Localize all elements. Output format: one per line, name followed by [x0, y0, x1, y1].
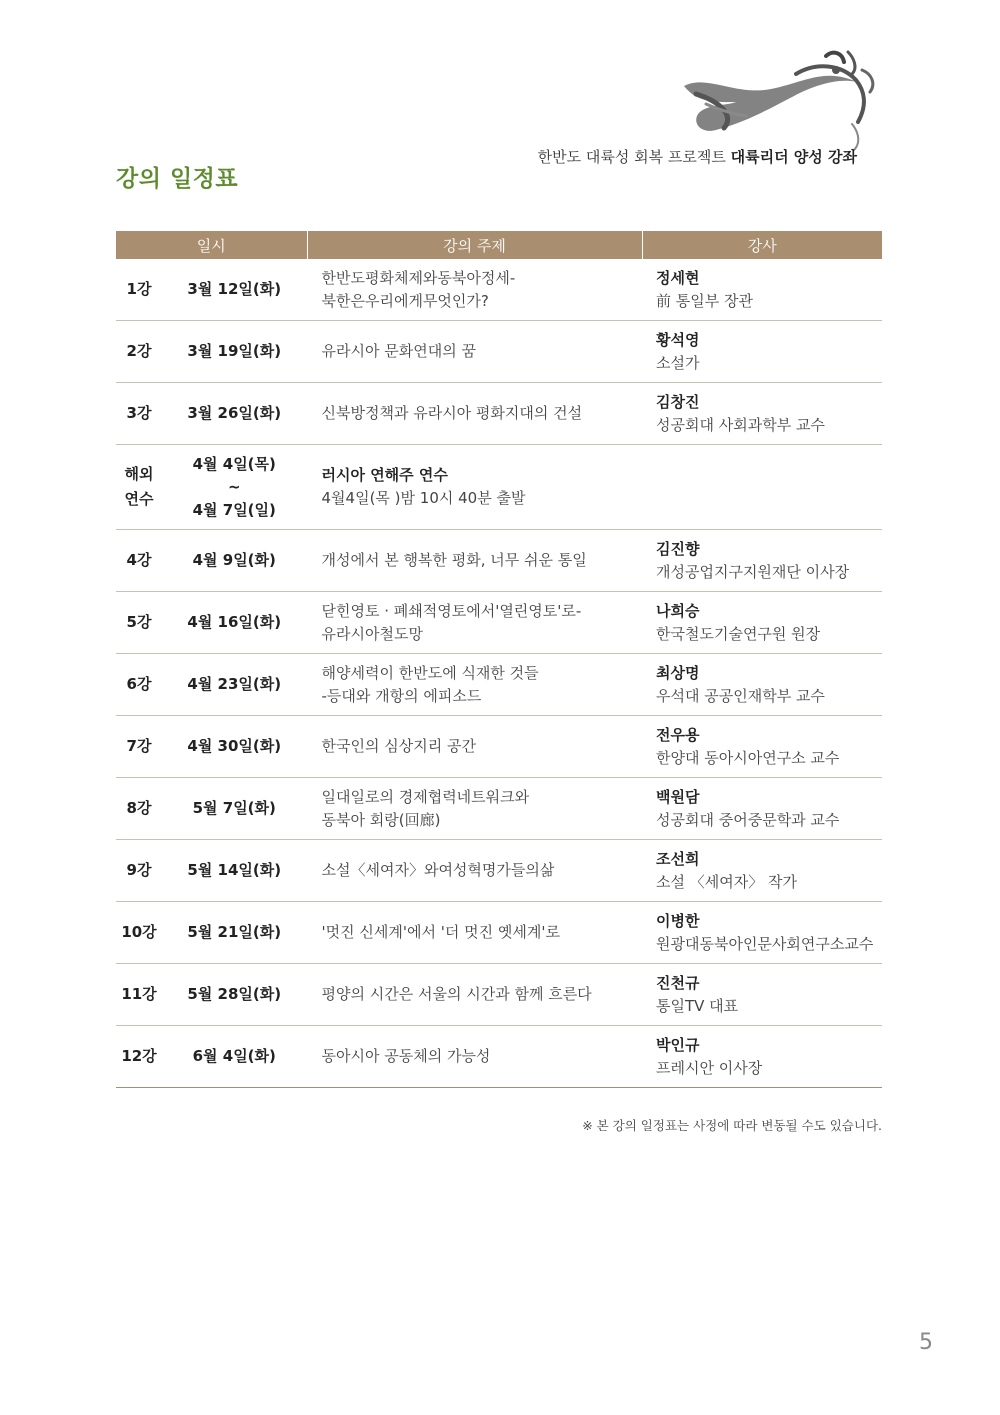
date-line: 4월 7일(일) — [192, 500, 276, 519]
lecturer-cell — [642, 654, 882, 716]
table-row — [116, 778, 882, 840]
lecturer-title: 前 통일부 장관 — [656, 291, 753, 310]
lecture-date: 5월 7일(화) — [192, 799, 276, 817]
lecture-label-line: 연수 — [124, 490, 154, 508]
lecture-date: 6월 4일(화) — [192, 1047, 276, 1065]
lecture-date: 5월 28일(화) — [187, 985, 282, 1003]
lecture-topic — [307, 840, 642, 902]
topic-line: 동아시아 공동체의 가능성 — [321, 1047, 491, 1065]
lecture-number: 4강 — [126, 551, 152, 569]
topic-line: -등대와 개항의 에피소드 — [321, 686, 482, 705]
table-row — [116, 902, 882, 964]
lecturer-title: 소설가 — [656, 353, 700, 372]
lecturer-title: 소설 〈세여자〉 작가 — [656, 872, 797, 891]
lecture-topic — [307, 445, 642, 530]
topic-line: 한반도평화체제와동북아정세- — [321, 268, 516, 287]
lecture-date-cell — [116, 902, 307, 964]
table-row — [116, 840, 882, 902]
lecturer-cell — [642, 259, 882, 321]
topic-line: 소설〈세여자〉와여성혁명가들의삶 — [321, 861, 555, 879]
lecturer-name: 백원담 — [656, 787, 700, 806]
lecture-number: 1강 — [126, 280, 152, 298]
lecturer-name: 전우용 — [656, 725, 700, 744]
lecturer-name: 조선희 — [656, 849, 700, 868]
lecturer-name: 황석영 — [656, 330, 700, 349]
lecture-date-cell — [116, 716, 307, 778]
page-number: 5 — [919, 1330, 933, 1355]
lecture-topic — [307, 902, 642, 964]
table-row — [116, 259, 882, 321]
lecturer-cell — [642, 321, 882, 383]
table-row — [116, 592, 882, 654]
lecture-number: 11강 — [121, 985, 157, 1003]
topic-line: 유라시아철도망 — [321, 624, 423, 643]
topic-line: 한국인의 심상지리 공간 — [321, 737, 476, 755]
lecturer-title: 프레시안 이사장 — [656, 1058, 763, 1077]
lecture-number: 7강 — [126, 737, 152, 755]
lecture-date: 4월 23일(화) — [187, 675, 282, 693]
topic-line: 4월4일(목 )밤 10시 40분 출발 — [321, 489, 526, 507]
lecture-date-cell — [116, 383, 307, 445]
lecture-date: 3월 12일(화) — [187, 280, 282, 298]
lecturer-cell — [642, 445, 882, 530]
lecture-date — [162, 453, 307, 522]
topic-line: 평양의 시간은 서울의 시간과 함께 흐른다 — [321, 985, 592, 1003]
date-line: 4월 4일(목) — [192, 454, 276, 473]
lecturer-title: 한양대 동아시아연구소 교수 — [656, 748, 840, 767]
schedule-table — [116, 231, 882, 1088]
lecture-date: 5월 14일(화) — [187, 861, 282, 879]
lecture-number — [116, 453, 162, 522]
lecture-topic — [307, 1026, 642, 1088]
lecture-date-cell — [116, 321, 307, 383]
lecture-number: 10강 — [121, 923, 157, 941]
lecturer-name: 최상명 — [656, 663, 700, 682]
footnote: ※ 본 강의 일정표는 사정에 따라 변동될 수도 있습니다. — [582, 1118, 882, 1133]
lecture-date-cell — [116, 592, 307, 654]
subtitle-prefix: 한반도 대륙성 회복 프로젝트 — [537, 148, 731, 166]
lecture-date-cell — [116, 964, 307, 1026]
lecturer-title: 원광대동북아인문사회연구소교수 — [656, 934, 874, 953]
lecturer-cell — [642, 1026, 882, 1088]
lecture-number: 5강 — [126, 613, 152, 631]
lecture-date: 3월 19일(화) — [187, 342, 282, 360]
lecture-topic — [307, 778, 642, 840]
table-header-row — [116, 231, 882, 259]
table-row — [116, 383, 882, 445]
lecture-label-line: 해외 — [124, 465, 154, 483]
lecturer-title: 성공회대 중어중문학과 교수 — [656, 810, 840, 829]
topic-line: 일대일로의 경제협력네트워크와 — [321, 787, 530, 806]
lecture-topic — [307, 530, 642, 592]
lecture-topic — [307, 654, 642, 716]
lecturer-cell — [642, 778, 882, 840]
lecture-date: 3월 26일(화) — [187, 404, 282, 422]
table-row — [116, 964, 882, 1026]
topic-line: 북한은우리에게무엇인가? — [321, 291, 489, 310]
lecture-date-cell — [116, 445, 307, 530]
topic-line: 신북방정책과 유라시아 평화지대의 건설 — [321, 404, 583, 422]
table-row-overseas — [116, 445, 882, 530]
lecture-date-cell — [116, 259, 307, 321]
lecture-topic — [307, 716, 642, 778]
lecturer-title: 우석대 공공인재학부 교수 — [656, 686, 825, 705]
header-date: 일시 — [116, 231, 307, 259]
brush-calligraphy-logo — [676, 44, 886, 154]
lecturer-name: 진천규 — [656, 973, 700, 992]
header-topic: 강의 주제 — [307, 231, 642, 259]
lecture-date-cell — [116, 530, 307, 592]
lecture-date-cell — [116, 1026, 307, 1088]
lecturer-cell — [642, 964, 882, 1026]
lecturer-title: 한국철도기술연구원 원장 — [656, 624, 821, 643]
lecturer-cell — [642, 383, 882, 445]
header-subtitle — [538, 146, 857, 167]
topic-line: 유라시아 문화연대의 꿈 — [321, 342, 476, 360]
page-title: 강의 일정표 — [116, 166, 239, 192]
lecturer-name: 이병한 — [656, 911, 700, 930]
lecture-topic — [307, 383, 642, 445]
lecture-topic — [307, 592, 642, 654]
table-row — [116, 654, 882, 716]
lecture-date: 4월 30일(화) — [187, 737, 282, 755]
lecturer-cell — [642, 716, 882, 778]
lecture-topic — [307, 964, 642, 1026]
lecture-date-cell — [116, 840, 307, 902]
lecture-number: 3강 — [126, 404, 152, 422]
date-line: ~ — [227, 477, 241, 496]
lecturer-name: 정세현 — [656, 268, 700, 287]
table-row — [116, 1026, 882, 1088]
lecture-topic — [307, 321, 642, 383]
lecturer-title: 개성공업지구지원재단 이사장 — [656, 562, 850, 581]
lecturer-title: 성공회대 사회과학부 교수 — [656, 415, 825, 434]
lecturer-cell — [642, 840, 882, 902]
lecturer-cell — [642, 592, 882, 654]
lecturer-name: 김진향 — [656, 539, 700, 558]
lecturer-cell — [642, 902, 882, 964]
lecture-number: 12강 — [121, 1047, 157, 1065]
topic-line: 해양세력이 한반도에 식재한 것들 — [321, 663, 539, 682]
lecture-number: 9강 — [126, 861, 152, 879]
header-lecturer: 강사 — [642, 231, 882, 259]
lecturer-title: 통일TV 대표 — [656, 996, 739, 1015]
lecture-number: 6강 — [126, 675, 152, 693]
topic-line: 닫힌영토 · 폐쇄적영토에서'열린영토'로- — [321, 601, 582, 620]
lecturer-cell — [642, 530, 882, 592]
topic-line: 개성에서 본 행복한 평화, 너무 쉬운 통일 — [321, 551, 587, 569]
lecturer-name: 나희승 — [656, 601, 700, 620]
lecture-date: 4월 9일(화) — [192, 551, 276, 569]
lecturer-name: 김창진 — [656, 392, 700, 411]
table-row — [116, 321, 882, 383]
topic-heading: 러시아 연해주 연수 — [321, 466, 448, 484]
table-row — [116, 530, 882, 592]
lecture-number: 2강 — [126, 342, 152, 360]
lecture-number: 8강 — [126, 799, 152, 817]
topic-line: 동북아 회랑(回廊) — [321, 810, 441, 829]
lecture-date: 5월 21일(화) — [187, 923, 282, 941]
topic-line: '멋진 신세계'에서 '더 멋진 옛세계'로 — [321, 923, 560, 941]
lecture-topic — [307, 259, 642, 321]
subtitle-bold: 대륙리더 양성 강좌 — [730, 148, 857, 166]
lecture-date-cell — [116, 654, 307, 716]
lecturer-name: 박인규 — [656, 1035, 700, 1054]
lecture-date-cell — [116, 778, 307, 840]
lecture-date: 4월 16일(화) — [187, 613, 282, 631]
table-row — [116, 716, 882, 778]
